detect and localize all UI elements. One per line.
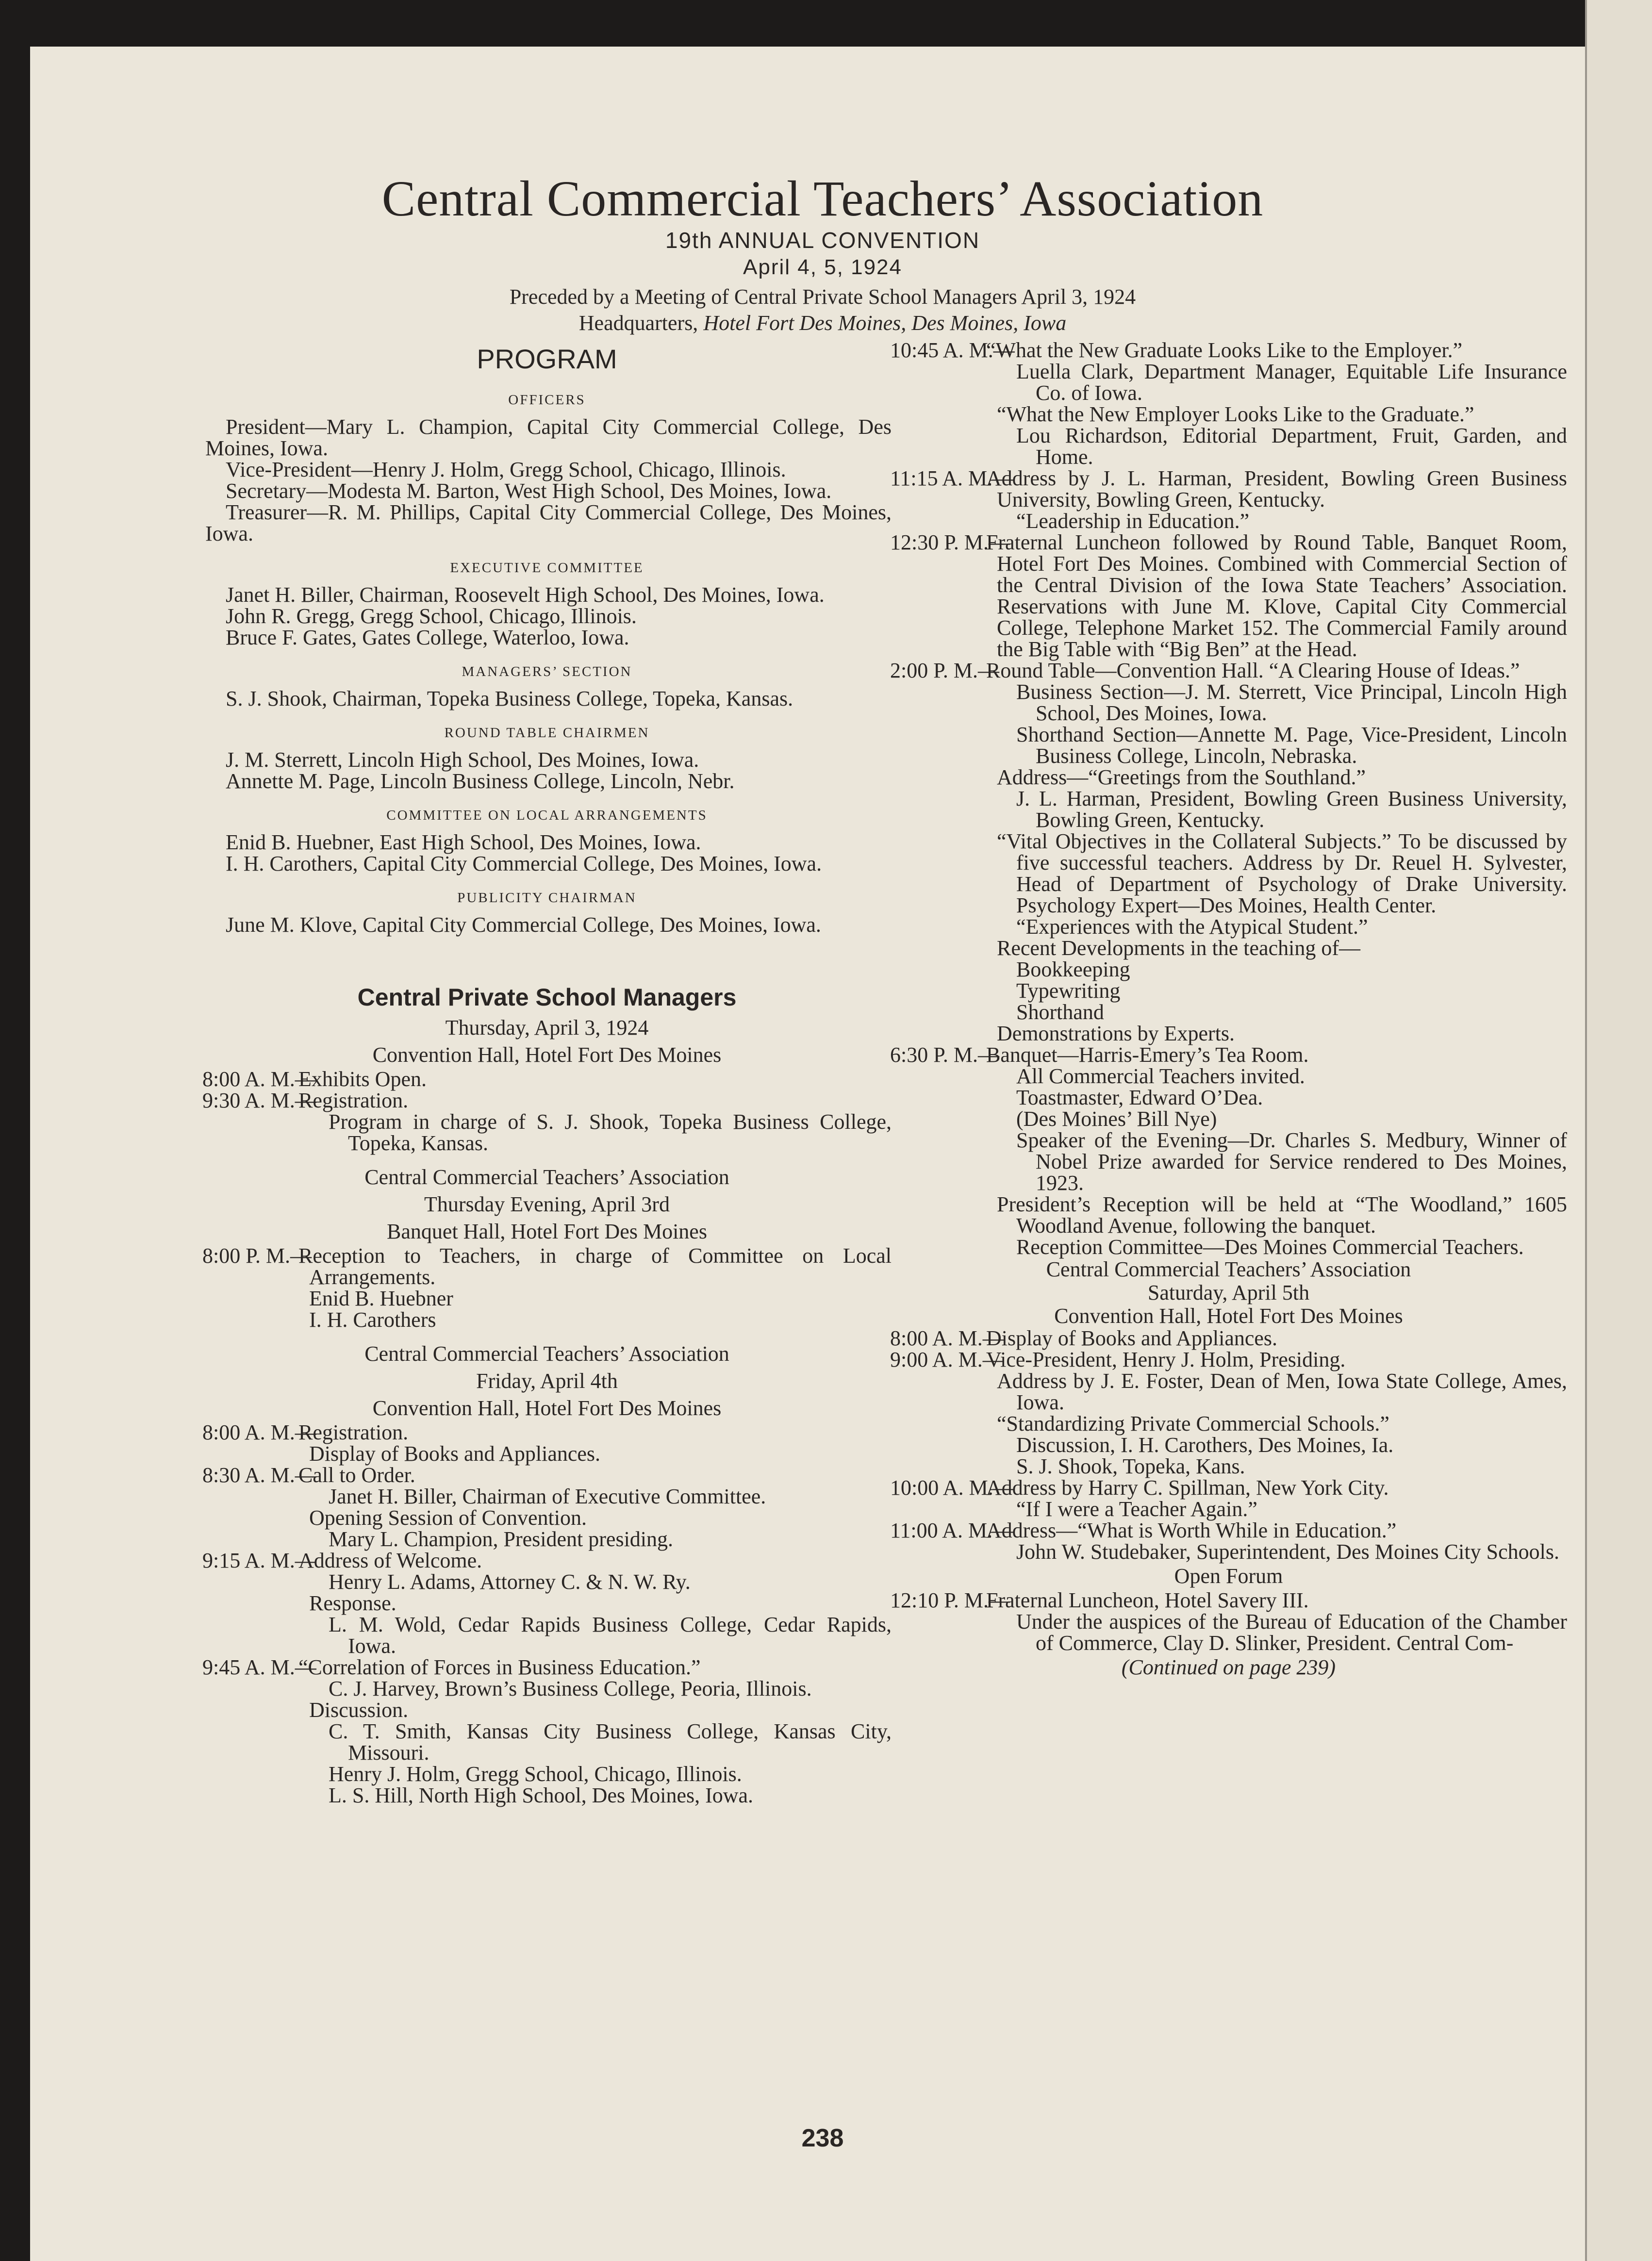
entry-detail: Under the auspices of the Bureau of Education of the Chamber of Commerce, Clay D. Slinker, President. Central Com- <box>1016 1610 1567 1655</box>
page-number: 238 <box>801 2124 844 2152</box>
headquarters-line <box>30 311 1615 335</box>
entry-detail: C. T. Smith, Kansas City Business College, Kansas City, Missouri. <box>329 1719 892 1765</box>
officers-label: OFFICERS <box>508 392 586 408</box>
officer-line: President—Mary L. Champion, Capital City Commercial College, Des Moines, Iowa. <box>205 415 892 460</box>
thursday-evening-date: Thursday Evening, April 3rd <box>424 1192 670 1216</box>
schedule-entry <box>202 1550 892 1571</box>
entry-detail: Demonstrations by Experts. <box>997 1022 1235 1045</box>
roundtable-label: ROUND TABLE CHAIRMEN <box>444 725 650 741</box>
entry-detail: Typewriting <box>1016 979 1121 1003</box>
entry-detail: Response. <box>309 1591 396 1615</box>
entry-text: Address of Welcome. <box>298 1549 482 1572</box>
association-heading: Central Commercial Teachers’ Association <box>1046 1257 1411 1281</box>
program-heading: PROGRAM <box>477 344 617 374</box>
entry-detail: “Experiences with the Atypical Student.” <box>1016 915 1368 939</box>
entry-text: Call to Order. <box>298 1463 415 1487</box>
entry-detail: (Des Moines’ Bill Nye) <box>1016 1107 1217 1131</box>
entry-detail: Address—“Greetings from the Southland.” <box>997 765 1366 789</box>
local-line: I. H. Carothers, Capital City Commercial College, Des Moines, Iowa. <box>226 852 822 875</box>
entry-detail: Speaker of the Evening—Dr. Charles S. Medbury, Winner of Nobel Prize awarded for Service rendered to Des Moines, 1923. <box>1016 1128 1567 1195</box>
schedule-entry <box>890 660 1567 681</box>
entry-detail: Henry J. Holm, Gregg School, Chicago, Illinois. <box>329 1762 742 1786</box>
entry-text: Round Table—Convention Hall. “A Clearing House of Ideas.” <box>986 659 1520 682</box>
managers-line: S. J. Shook, Chairman, Topeka Business College, Topeka, Kansas. <box>226 687 793 710</box>
local-line: Enid B. Huebner, East High School, Des Moines, Iowa. <box>226 830 701 854</box>
entry-detail: “Vital Objectives in the Collateral Subjects.” To be discussed by five successful teachers. Address by Dr. Reuel H. Sylvester, Head of Department of Psychology of Drake University. Psychology Expert—Des Moines, Health Center. <box>997 829 1567 917</box>
saturday-place: Convention Hall, Hotel Fort Des Moines <box>1054 1304 1403 1328</box>
entry-detail: Henry L. Adams, Attorney C. & N. W. Ry. <box>329 1570 691 1594</box>
preceded-note: Preceded by a Meeting of Central Private School Managers April 3, 1924 <box>509 285 1136 309</box>
entry-detail: Bookkeeping <box>1016 957 1130 981</box>
entry-detail: I. H. Carothers <box>309 1308 436 1332</box>
entry-detail: Mary L. Champion, President presiding. <box>329 1527 674 1551</box>
continued-note: (Continued on page 239) <box>1121 1655 1336 1679</box>
entry-detail: Recent Developments in the teaching of— <box>997 936 1360 960</box>
entry-detail: “If I were a Teacher Again.” <box>1016 1497 1257 1521</box>
entry-text: Fraternal Luncheon, Hotel Savery III. <box>986 1588 1309 1612</box>
entry-detail: J. L. Harman, President, Bowling Green Business University, Bowling Green, Kentucky. <box>1016 787 1567 832</box>
officer-line: Vice-President—Henry J. Holm, Gregg School, Chicago, Illinois. <box>226 458 786 481</box>
executive-line: John R. Gregg, Gregg School, Chicago, Illinois. <box>226 604 637 628</box>
schedule-entry <box>890 532 1567 660</box>
entry-time: 8:00 A. M.— <box>202 1067 316 1091</box>
entry-detail: Open Forum <box>1174 1564 1283 1588</box>
entry-text: Address by Harry C. Spillman, New York City. <box>986 1476 1389 1500</box>
thursday-evening-place: Banquet Hall, Hotel Fort Des Moines <box>387 1220 707 1243</box>
entry-time: 11:15 A. M.— <box>890 466 1014 490</box>
entry-time: 9:00 A. M.— <box>890 1348 1004 1371</box>
executive-label: EXECUTIVE COMMITTEE <box>450 560 644 576</box>
entry-detail: Display of Books and Appliances. <box>309 1442 601 1466</box>
publicity-label: PUBLICITY CHAIRMAN <box>457 890 637 906</box>
entry-text: Fraternal Luncheon followed by Round Table, Banquet Room, Hotel Fort Des Moines. Combined with Commercial Section of the Central Division of the Iowa State Teachers’ Association. Reservations with June M. Klove, Capital City Commercial College, Telephone Market 152. The Commercial Family around the Big Table with “Big Ben” at the Head. <box>986 530 1567 661</box>
schedule-entry <box>202 1245 892 1288</box>
officer-line: Treasurer—R. M. Phillips, Capital City Commercial College, Des Moines, Iowa. <box>205 500 892 545</box>
entry-time: 10:00 A. M.— <box>890 1476 1015 1500</box>
entry-detail: S. J. Shook, Topeka, Kans. <box>1016 1454 1245 1478</box>
right-column <box>890 340 1567 1681</box>
saturday-date: Saturday, April 5th <box>1147 1281 1310 1304</box>
entry-detail: Discussion. <box>309 1698 409 1722</box>
cpsm-heading: Central Private School Managers <box>357 984 737 1011</box>
book-spine-edge <box>1585 0 1652 2261</box>
entry-time: 12:30 P. M.— <box>890 530 1010 554</box>
entry-time: 9:15 A. M.— <box>202 1549 316 1572</box>
entry-time: 8:00 A. M.— <box>202 1420 316 1444</box>
local-arrangements-label: COMMITTEE ON LOCAL ARRANGEMENTS <box>386 808 708 823</box>
schedule-entry <box>890 1044 1567 1066</box>
entry-time: 11:00 A. M.— <box>890 1518 1014 1542</box>
schedule-entry <box>890 1349 1567 1370</box>
officer-line: Secretary—Modesta M. Barton, West High School, Des Moines, Iowa. <box>226 479 832 503</box>
entry-text: Address by J. L. Harman, President, Bowling Green Business University, Bowling Green, Kentucky. <box>986 466 1567 512</box>
schedule-entry <box>202 1069 892 1090</box>
managers-label: MANAGERS’ SECTION <box>462 664 632 679</box>
entry-text: Vice-President, Henry J. Holm, Presiding. <box>986 1348 1346 1371</box>
entry-text: Display of Books and Appliances. <box>986 1326 1278 1350</box>
convention-subtitle: 19th ANNUAL CONVENTION <box>665 228 980 253</box>
entry-text: “What the New Graduate Looks Like to the Employer.” <box>986 338 1463 362</box>
entry-detail: “Standardizing Private Commercial Schools.” <box>997 1412 1389 1436</box>
roundtable-line: Annette M. Page, Lincoln Business College, Lincoln, Nebr. <box>226 769 735 793</box>
entry-text: “Correlation of Forces in Business Education.” <box>298 1655 701 1679</box>
entry-time: 8:00 P. M.— <box>202 1244 312 1268</box>
entry-detail: L. M. Wold, Cedar Rapids Business College, Cedar Rapids, Iowa. <box>329 1613 892 1658</box>
schedule-entry <box>890 1477 1567 1499</box>
schedule-entry <box>890 1328 1567 1349</box>
schedule-entry <box>890 1590 1567 1611</box>
entry-detail: Enid B. Huebner <box>309 1287 453 1310</box>
entry-detail: Reception Committee—Des Moines Commercial Teachers. <box>1016 1235 1524 1259</box>
entry-time: 2:00 P. M.— <box>890 659 999 682</box>
headquarters-label: Headquarters, <box>578 311 698 335</box>
entry-time: 6:30 P. M.— <box>890 1043 999 1067</box>
schedule-entry <box>202 1465 892 1486</box>
entry-text: Reception to Teachers, in charge of Committee on Local Arrangements. <box>298 1244 892 1289</box>
friday-date: Friday, April 4th <box>476 1369 618 1393</box>
cpsm-place: Convention Hall, Hotel Fort Des Moines <box>372 1043 722 1067</box>
schedule-entry <box>890 1520 1567 1541</box>
left-column <box>202 340 892 1806</box>
entry-detail: President’s Reception will be held at “The Woodland,” 1605 Woodland Avenue, following the banquet. <box>997 1192 1567 1238</box>
executive-line: Bruce F. Gates, Gates College, Waterloo, Iowa. <box>226 626 629 649</box>
entry-text: Registration. <box>298 1089 409 1112</box>
schedule-entry <box>202 1090 892 1111</box>
convention-dates: April 4, 5, 1924 <box>743 255 902 279</box>
entry-detail: Business Section—J. M. Sterrett, Vice Principal, Lincoln High School, Des Moines, Iowa. <box>1016 680 1567 725</box>
schedule-entry <box>890 340 1567 361</box>
entry-detail: Janet H. Biller, Chairman of Executive Committee. <box>329 1485 766 1508</box>
entry-detail: Address by J. E. Foster, Dean of Men, Iowa State College, Ames, Iowa. <box>997 1369 1567 1414</box>
entry-detail: Discussion, I. H. Carothers, Des Moines, Ia. <box>1016 1433 1394 1457</box>
entry-time: 9:45 A. M.— <box>202 1655 316 1679</box>
entry-detail: “Leadership in Education.” <box>1016 509 1250 533</box>
friday-place: Convention Hall, Hotel Fort Des Moines <box>372 1396 722 1420</box>
headquarters-place: Hotel Fort Des Moines, Des Moines, Iowa <box>703 311 1067 335</box>
entry-detail: L. S. Hill, North High School, Des Moines, Iowa. <box>329 1783 754 1807</box>
publicity-line: June M. Klove, Capital City Commercial College, Des Moines, Iowa. <box>226 913 821 937</box>
entry-text: Exhibits Open. <box>298 1067 427 1091</box>
entry-detail: “What the New Employer Looks Like to the Graduate.” <box>997 402 1474 426</box>
entry-detail: John W. Studebaker, Superintendent, Des Moines City Schools. <box>1016 1540 1559 1564</box>
schedule-entry <box>202 1657 892 1678</box>
entry-detail: All Commercial Teachers invited. <box>1016 1064 1305 1088</box>
schedule-entry <box>890 468 1567 511</box>
entry-text: Address—“What is Worth While in Education.” <box>986 1518 1397 1542</box>
executive-line: Janet H. Biller, Chairman, Roosevelt High School, Des Moines, Iowa. <box>226 583 825 607</box>
entry-detail: Lou Richardson, Editorial Department, Fruit, Garden, and Home. <box>1016 424 1567 469</box>
entry-text: Banquet—Harris-Emery’s Tea Room. <box>986 1043 1309 1067</box>
entry-time: 8:00 A. M.— <box>890 1326 1004 1350</box>
entry-time: 9:30 A. M.— <box>202 1089 316 1112</box>
entry-text: Registration. <box>298 1420 409 1444</box>
entry-detail: C. J. Harvey, Brown’s Business College, Peoria, Illinois. <box>329 1677 812 1700</box>
cpsm-date: Thursday, April 3, 1924 <box>445 1016 649 1040</box>
entry-time: 12:10 P. M.— <box>890 1588 1010 1612</box>
schedule-entry <box>202 1422 892 1443</box>
page-title: Central Commercial Teachers’ Association <box>381 171 1264 227</box>
document-page <box>30 47 1615 2261</box>
entry-time: 8:30 A. M.— <box>202 1463 316 1487</box>
entry-detail: Luella Clark, Department Manager, Equitable Life Insurance Co. of Iowa. <box>1016 360 1567 405</box>
entry-time: 10:45 A. M.— <box>890 338 1015 362</box>
association-heading: Central Commercial Teachers’ Association <box>364 1342 729 1366</box>
entry-detail: Toastmaster, Edward O’Dea. <box>1016 1086 1263 1109</box>
entry-detail: Shorthand <box>1016 1000 1104 1024</box>
entry-detail: Program in charge of S. J. Shook, Topeka Business College, Topeka, Kansas. <box>329 1110 892 1155</box>
entry-detail: Opening Session of Convention. <box>309 1506 587 1530</box>
roundtable-line: J. M. Sterrett, Lincoln High School, Des Moines, Iowa. <box>226 748 699 772</box>
association-heading: Central Commercial Teachers’ Association <box>364 1165 729 1189</box>
entry-detail: Shorthand Section—Annette M. Page, Vice-President, Lincoln Business College, Lincoln, Nebraska. <box>1016 723 1567 768</box>
